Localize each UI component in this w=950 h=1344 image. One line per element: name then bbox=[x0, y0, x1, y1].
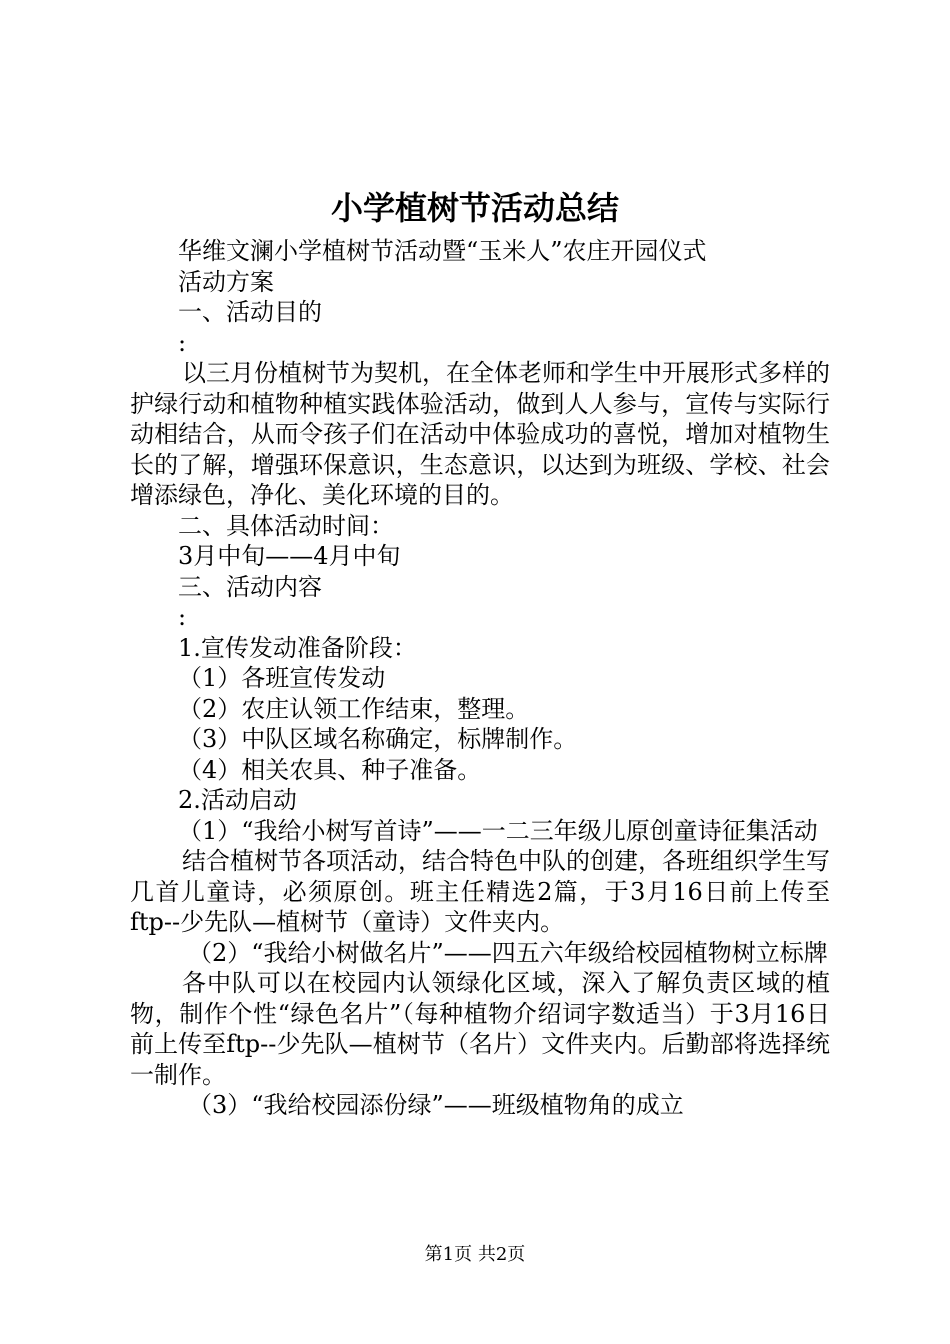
section-heading: 一、活动目的 bbox=[178, 298, 322, 326]
section-heading: 三、活动内容 bbox=[178, 572, 322, 601]
paragraph bbox=[130, 846, 830, 938]
paragraph-text: （2）“我给小树做名片”——四五六年级给校园植物树立标牌 bbox=[188, 938, 828, 967]
paragraph-text: 以三月份植树节为契机，在全体老师和学生中开展形式多样的护绿行动和植物种植实践体验活动，做到人人参与，宣传与实际行动相结合，从而令孩子们在活动中体验成功的喜悦，增加对植物生长的了解，增强环保意识，生态意识，以达到为班级、学校、社会增添绿色，净化、美化环境的目的。 bbox=[130, 359, 830, 509]
text-line: : bbox=[178, 603, 187, 631]
document-title: 小学植树节活动总结 bbox=[330, 189, 619, 227]
paragraph-text: 各中队可以在校园内认领绿化区域，深入了解负责区域的植物，制作个性“绿色名片”（每种植物介绍词字数适当）于3月16日前上传至ftp--少先队—植树节（名片）文件夹内。后勤部将选择统一制作。 bbox=[130, 969, 830, 1089]
list-item: （2）农庄认领工作结束，整理。 bbox=[178, 694, 530, 723]
list-item: （3）中队区域名称确定，标牌制作。 bbox=[178, 725, 578, 753]
section-heading: 二、具体活动时间： bbox=[178, 511, 394, 540]
text-line: 活动方案 bbox=[178, 267, 274, 296]
paragraph-text: （1）“我给小树写首诗”——一二三年级儿原创童诗征集活动 bbox=[178, 816, 818, 845]
text-line: : bbox=[178, 328, 187, 357]
list-item: （4）相关农具、种子准备。 bbox=[178, 755, 482, 784]
page-footer: 第1页 共2页 bbox=[424, 1244, 526, 1265]
text-line: 2.活动启动 bbox=[178, 786, 297, 814]
document-body bbox=[130, 236, 830, 1121]
text-line: 1.宣传发动准备阶段： bbox=[178, 633, 417, 662]
list-item: （1）各班宣传发动 bbox=[178, 664, 386, 692]
paragraph-text: 结合植树节各项活动，结合特色中队的创建，各班组织学生写几首儿童诗，必须原创。班主任精选2篇，于3月16日前上传至ftp--少先队—植树节（童诗）文件夹内。 bbox=[130, 847, 830, 936]
paragraph bbox=[130, 816, 830, 847]
paragraph bbox=[130, 938, 830, 969]
text-line: 3月中旬——4月中旬 bbox=[178, 542, 401, 570]
paragraph bbox=[130, 968, 830, 1090]
list-item: （3）“我给校园添份绿”——班级植物角的成立 bbox=[188, 1091, 684, 1119]
text-line: 华维文澜小学植树节活动暨“玉米人”农庄开园仪式 bbox=[178, 237, 707, 265]
paragraph bbox=[130, 358, 830, 511]
